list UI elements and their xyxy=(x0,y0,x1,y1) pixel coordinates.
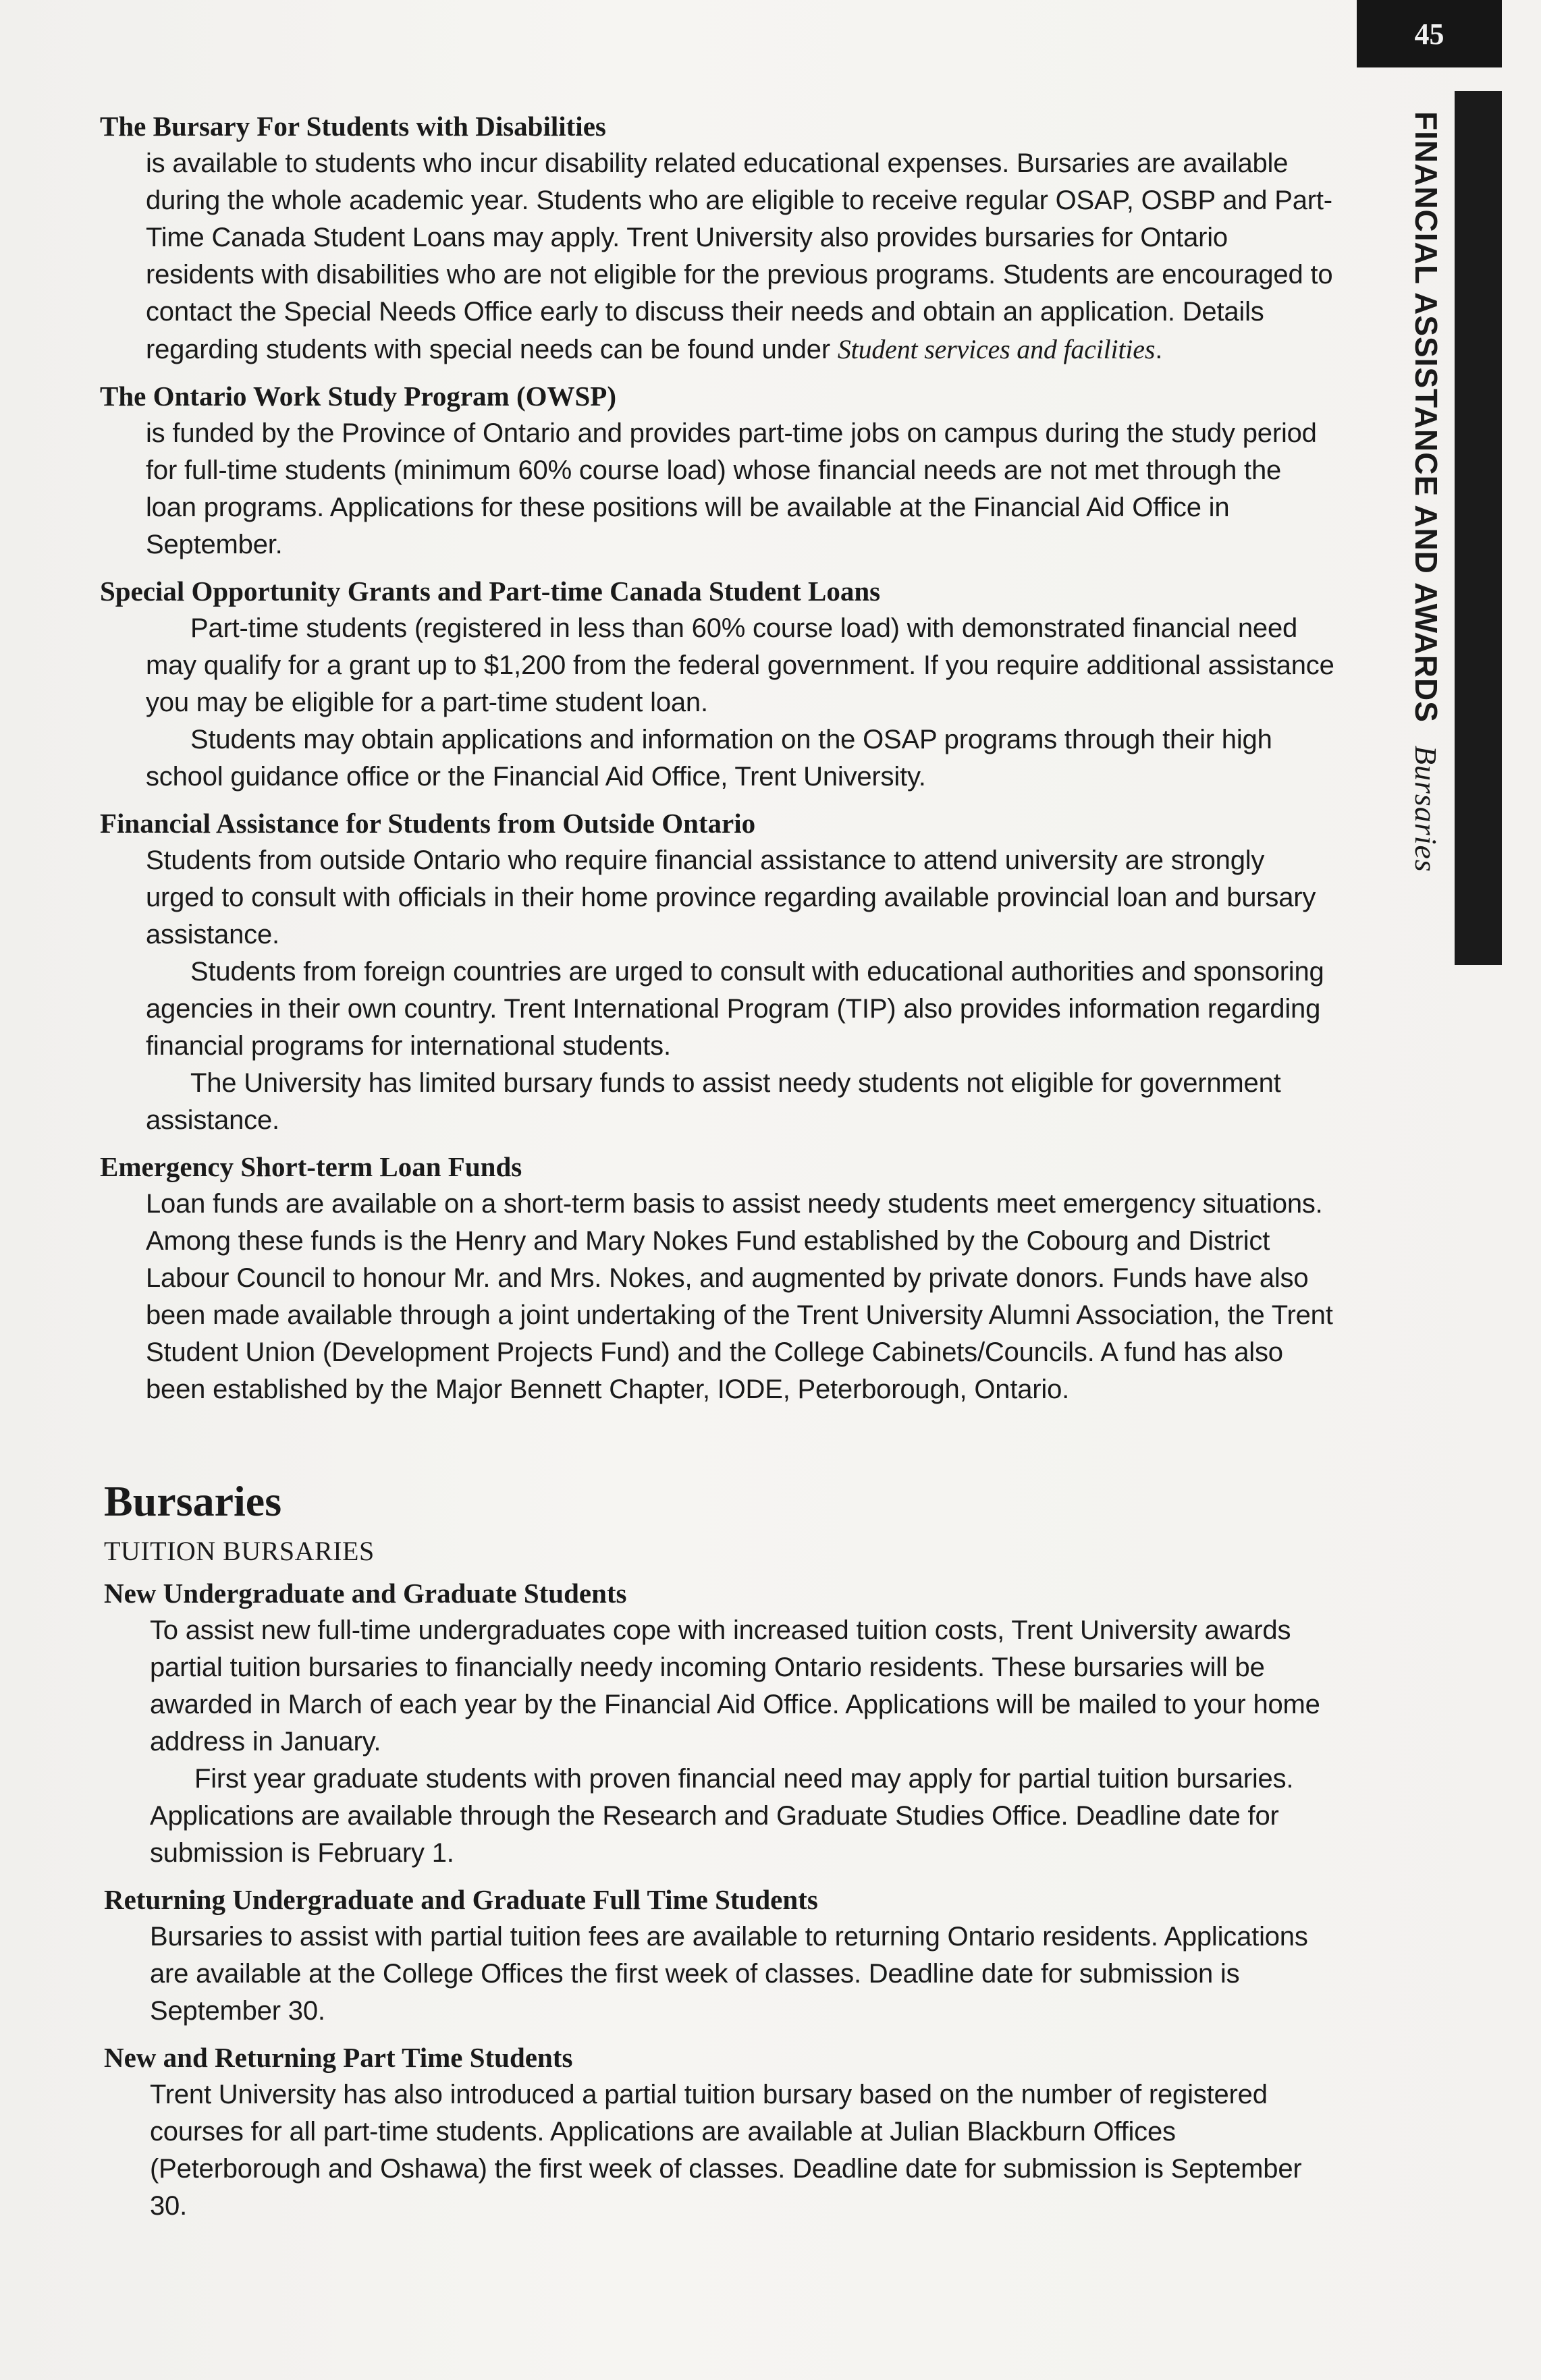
section-heading: Bursaries xyxy=(104,1477,282,1525)
entry-outside-ontario xyxy=(100,805,1335,1139)
entry-special-opportunity-grants xyxy=(100,573,1335,796)
cross-reference: Student services and facilities xyxy=(837,334,1156,364)
entry-emergency-loan-funds xyxy=(100,1149,1335,1408)
entry-paragraph: The University has limited bursary funds to assist needy students not eligible for government assistance. xyxy=(146,1068,1281,1135)
entry-paragraph: Students from outside Ontario who require financial assistance to attend university are strongly urged to consult with officials in their home province regarding available provincial loan and bursary assistance. xyxy=(146,846,1316,949)
entry-title: New and Returning Part Time Students xyxy=(104,2042,573,2073)
entry-title: Returning Undergraduate and Graduate Full Time Students xyxy=(104,1884,818,1915)
entry-paragraph: Part-time students (registered in less than 60% course load) with demonstrated financial need may qualify for a grant up to $1,200 from the federal government. If you require additional assistance you may be eligible for a part-time student loan. xyxy=(146,613,1334,717)
entry-paragraph: Loan funds are available on a short-term basis to assist needy students meet emergency situations. Among these funds is the Henry and Mary Nokes Fund established by the Cobourg and District Labour Council to honour Mr. and Mrs. Nokes, and augmented by private donors. Funds have also been made available through a joint undertaking of the Trent University Alumni Association, the Trent Student Union (Development Projects Fund) and the College Cabinets/Councils. A fund has also been established by the Major Bennett Chapter, IODE, Peterborough, Ontario. xyxy=(146,1189,1333,1404)
page-number: 45 xyxy=(1414,17,1444,51)
subsection-heading: TUITION BURSARIES xyxy=(104,1536,375,1566)
entry-paragraph xyxy=(146,145,1335,368)
entry-paragraph: Trent University has also introduced a partial tuition bursary based on the number of registered courses for all part-time students. Applications are available at Julian Blackburn Offices (Peterborough and Oshawa) the first week of classes. Deadline date for submission is September 30. xyxy=(150,2080,1302,2221)
entry-work-study xyxy=(100,378,1335,563)
paragraph-text-end: . xyxy=(1155,335,1163,364)
page-number-box xyxy=(1357,0,1502,67)
entry-paragraph: Students may obtain applications and information on the OSAP programs through their high school guidance office or the Financial Aid Office, Trent University. xyxy=(146,725,1272,792)
entry-title: The Ontario Work Study Program (OWSP) xyxy=(100,381,616,412)
paragraph-text: is available to students who incur disability related educational expenses. Bursaries are available during the whole academic year. Students who are eligible to receive regular OSAP, OSBP and Part-Time Canada Student Loans may apply. Trent University also provides bursaries for Ontario residents with disabilities who are not eligible for the previous programs. Students are encouraged to contact the Special Needs Office early to discuss their needs and obtain an application. Details regarding students with special needs can be found under xyxy=(146,148,1333,364)
section-title: FINANCIAL ASSISTANCE AND AWARDS xyxy=(1409,111,1444,723)
entry-paragraph: To assist new full-time undergraduates cope with increased tuition costs, Trent University awards partial tuition bursaries to financially needy incoming Ontario residents. These bursaries will be awarded in March of each year by the Financial Aid Office. Applications will be mailed to your home address in January. xyxy=(150,1615,1320,1756)
entry-title: Emergency Short-term Loan Funds xyxy=(100,1151,522,1182)
entry-disabilities-bursary xyxy=(100,108,1335,368)
main-content xyxy=(100,108,1335,2225)
entry-new-students xyxy=(100,1575,1335,1872)
entry-returning-students xyxy=(100,1881,1335,2030)
entry-title: New Undergraduate and Graduate Students xyxy=(104,1578,627,1609)
entry-paragraph: First year graduate students with proven financial need may apply for partial tuition bursaries. Applications are available through the Research and Graduate Studies Office. Deadline date for submission is February 1. xyxy=(150,1764,1294,1868)
entry-paragraph: is funded by the Province of Ontario and provides part-time jobs on campus during the study period for full-time students (minimum 60% course load) whose financial needs are not met through the loan programs. Applications for these positions will be available at the Financial Aid Office in September. xyxy=(146,418,1317,559)
subsection-title: Bursaries xyxy=(1409,745,1443,873)
entry-paragraph: Students from foreign countries are urged to consult with educational authorities and sponsoring agencies in their own country. Trent International Program (TIP) also provides information regarding financial programs for international students. xyxy=(146,957,1324,1061)
entry-title: Financial Assistance for Students from Outside Ontario xyxy=(100,808,756,839)
entry-title: Special Opportunity Grants and Part-time Canada Student Loans xyxy=(100,576,881,607)
bursaries-section xyxy=(100,1476,1335,2225)
entry-paragraph: Bursaries to assist with partial tuition fees are available to returning Ontario residents. Applications are available at the College Offices the first week of classes. Deadline date for submission is September 30. xyxy=(150,1922,1308,2026)
section-tab-label xyxy=(1408,111,1444,873)
entry-part-time-students xyxy=(100,2039,1335,2225)
entry-title: The Bursary For Students with Disabilities xyxy=(100,111,606,142)
section-tab-bar xyxy=(1455,91,1502,965)
